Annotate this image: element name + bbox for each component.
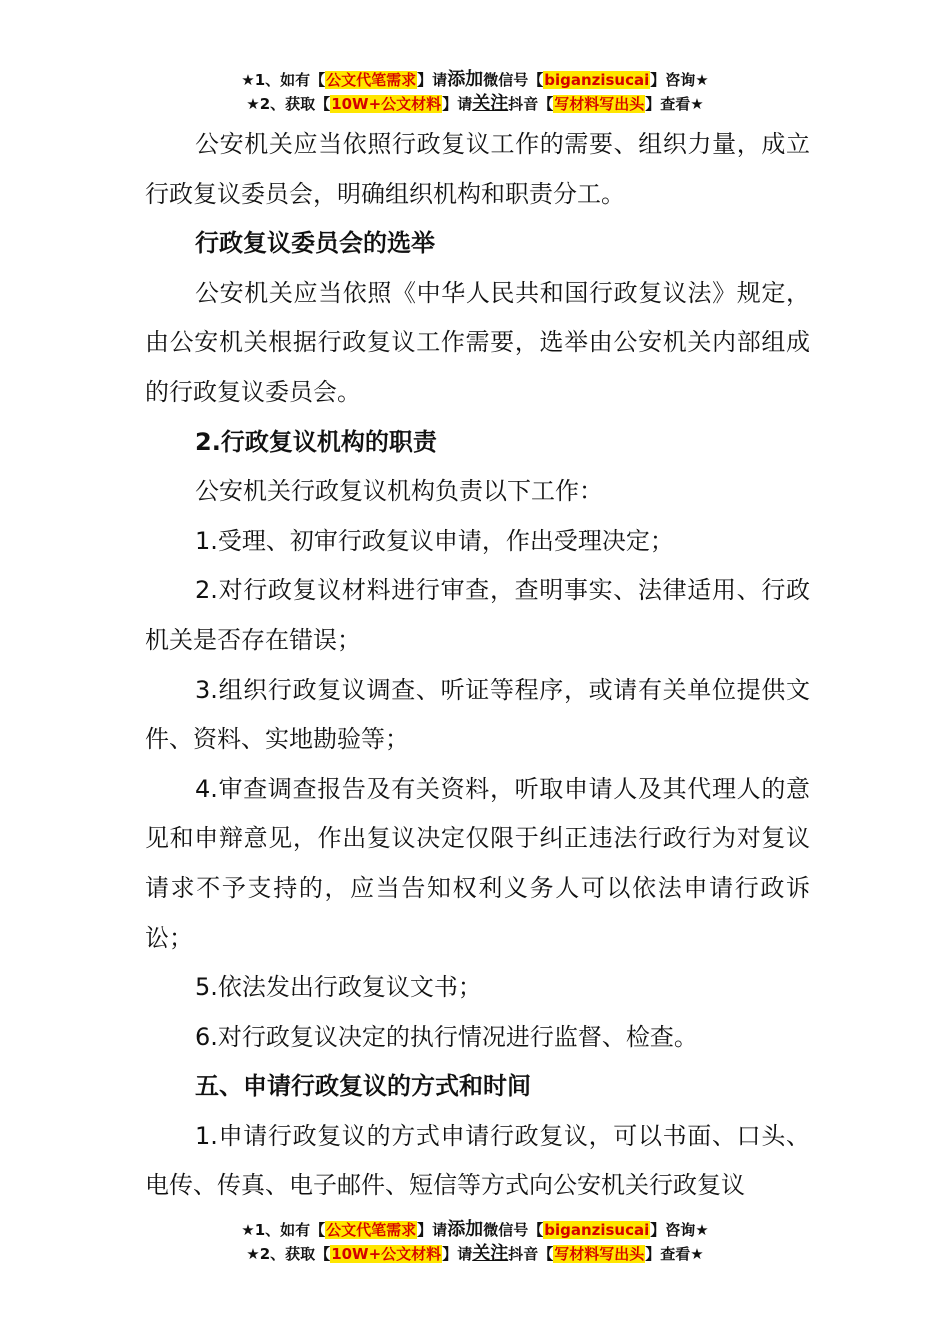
list-item: 6.对行政复议决定的执行情况进行监督、检查。: [195, 1022, 698, 1051]
banner-text: 】请: [442, 95, 473, 113]
banner-highlight: 公文代笔需求: [326, 1221, 417, 1239]
document-body: [145, 120, 810, 1211]
banner-text: 】咨询★: [650, 1221, 709, 1239]
banner-text: 抖音【: [508, 1245, 554, 1263]
list-item: 5.依法发出行政复议文书；: [195, 973, 482, 1002]
footer-banner: [0, 1218, 950, 1266]
banner-highlight: 10W+公文材料: [331, 1245, 442, 1263]
banner-highlight: 公文代笔需求: [326, 71, 417, 89]
banner-text: 】请: [417, 71, 448, 89]
list-item: 2.对行政复议材料进行审查，查明事实、法律适用、行政机关是否存在错误；: [145, 576, 810, 654]
banner-text: 】查看★: [645, 1245, 704, 1263]
banner-emphasis: 添加: [447, 69, 484, 90]
banner-line-2: [0, 92, 950, 116]
banner-emphasis: 添加: [447, 1219, 484, 1240]
list-item: 1.受理、初审行政复议申请，作出受理决定；: [195, 526, 674, 555]
banner-text: 】请: [442, 1245, 473, 1263]
section-heading: 2.行政复议机构的职责: [195, 427, 437, 456]
paragraph: 公安机关应当依照行政复议工作的需要、组织力量，成立行政复议委员会，明确组织机构和职责分工。: [145, 130, 810, 208]
section-heading: 五、申请行政复议的方式和时间: [195, 1072, 531, 1101]
banner-highlight: 10W+公文材料: [331, 95, 442, 113]
banner-highlight: 写材料写出头: [554, 1245, 645, 1263]
banner-text: 】查看★: [645, 95, 704, 113]
section-heading: 行政复议委员会的选举: [195, 229, 435, 258]
banner-highlight: 写材料写出头: [554, 95, 645, 113]
paragraph: 公安机关应当依照《中华人民共和国行政复议法》规定，由公安机关根据行政复议工作需要，选举由公安机关内部组成的行政复议委员会。: [145, 278, 810, 406]
paragraph: 公安机关行政复议机构负责以下工作：: [195, 477, 603, 506]
banner-emphasis: 关注: [472, 1243, 509, 1264]
banner-text: 微信号【: [483, 1221, 544, 1239]
list-item: 4.审查调查报告及有关资料，听取申请人及其代理人的意见和申辩意见，作出复议决定仅限于纠正违法行政行为对复议请求不予支持的，应当告知权利义务人可以依法申请行政诉讼；: [145, 774, 810, 952]
banner-text: ★2、获取【: [246, 1245, 331, 1263]
banner-line-2: [0, 1242, 950, 1266]
banner-text: 微信号【: [483, 71, 544, 89]
list-item: 3.组织行政复议调查、听证等程序，或请有关单位提供文件、资料、实地勘验等；: [145, 675, 810, 754]
banner-text: 】请: [417, 1221, 448, 1239]
banner-text: ★1、如有【: [241, 71, 326, 89]
paragraph: 1.申请行政复议的方式申请行政复议，可以书面、口头、电传、传真、电子邮件、短信等方式向公安机关行政复议: [145, 1121, 810, 1200]
banner-text: ★1、如有【: [241, 1221, 326, 1239]
banner-text: 抖音【: [508, 95, 554, 113]
banner-emphasis: 关注: [472, 93, 509, 114]
banner-highlight: biganzisucai: [544, 1221, 650, 1239]
banner-text: 】咨询★: [650, 71, 709, 89]
banner-highlight: biganzisucai: [544, 71, 650, 89]
banner-text: ★2、获取【: [246, 95, 331, 113]
banner-line-1: [0, 68, 950, 92]
header-banner: [0, 68, 950, 116]
banner-line-1: [0, 1218, 950, 1242]
